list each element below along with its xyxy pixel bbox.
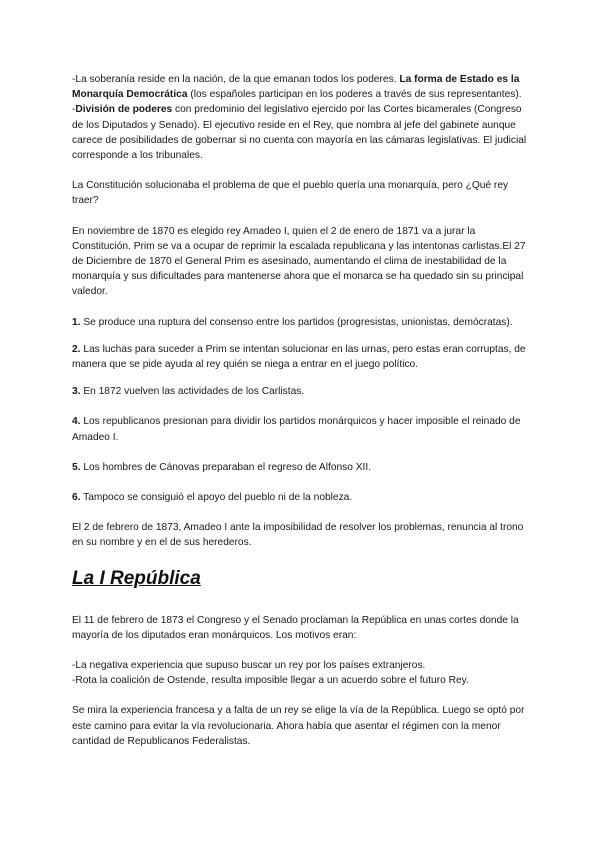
soberania-paragraph: [72, 72, 528, 102]
point-number: 6.: [72, 492, 81, 504]
renuncia-paragraph: El 2 de febrero de 1873, Amadeo I ante la imposibilidad de resolver los problemas, renuncia al trono en su nombre y en el de sus herederos.: [72, 522, 524, 549]
division-poderes-paragraph: [72, 102, 528, 163]
soberania-text: -La soberanía reside en la nación, de la que emanan todos los poderes.: [72, 74, 400, 85]
amadeo-paragraph: En noviembre de 1870 es elegido rey Amadeo I, quien el 2 de enero de 1871 va a jurar la Constitución. Prim se va a ocupar de reprimir la escalada republicana y las intentonas carlistas.El 27 de Diciembre de 1870 el General Prim es asesinado, aumentando el clima de inestabilidad de la monarquía y sus dificultades para mantenerse ahora que el monarca se ha quedado sin su principal valedor.: [72, 225, 526, 298]
point-4: [72, 414, 528, 444]
division-poderes-bold: División de poderes: [75, 104, 173, 116]
point-3: [72, 384, 528, 399]
point-number: 1.: [72, 316, 81, 328]
point-number: 3.: [72, 386, 81, 398]
point-6: [72, 490, 528, 505]
dash: -: [72, 104, 76, 116]
point-number: 5.: [72, 461, 81, 473]
forma-estado-bold: La forma de Estado es la Monarquía Democrática: [72, 74, 520, 101]
point-text: Tampoco se consiguió el apoyo del pueblo ni de la nobleza.: [80, 492, 353, 504]
problem-paragraph: La Constitución solucionaba el problema de que el pueblo quería una monarquía, pero ¿Qué rey traer?: [72, 180, 509, 207]
point-number: 2.: [72, 343, 81, 355]
soberania-text-cont: (los españoles participan en los poderes a través de sus representantes).: [187, 89, 522, 101]
point-text: Los republicanos presionan para dividir los partidos monárquicos y hacer imposible el reinado de Amadeo I.: [72, 416, 521, 443]
point-text: Los hombres de Cánovas preparaban el regreso de Alfonso XII.: [80, 461, 372, 473]
motivo-1: -La negativa experiencia que supuso buscar un rey por los países extranjeros.: [72, 660, 426, 672]
francesa-paragraph: Se mira la experiencia francesa y a falta de un rey se elige la vía de la República. Luego se optó por este camino para evitar la vía revolucionaria. Ahora había que asentar el régimen con la menor cantidad de Republicanos Federalistas.: [72, 705, 525, 747]
point-number: 4.: [72, 416, 81, 428]
point-1: [72, 315, 528, 330]
point-text: Las luchas para suceder a Prim se intentan solucionar en las urnas, pero estas eran corruptas, de manera que se pide ayuda al rey quién se niega a entrar en el juego político.: [72, 343, 526, 371]
division-poderes-text: con predominio del legislativo ejercido por las Cortes bicamerales (Congreso de los Diputados y Senado). El ejecutivo reside en el Rey, que nombra al jefe del gabinete aunque carece de posibilidades de gobernar si no cuenta con mayoría en las cámaras legislativas. El judicial corresponde a los tribunales.: [72, 104, 527, 162]
document-page: [72, 72, 528, 749]
point-text: En 1872 vuelven las actividades de los Carlistas.: [80, 386, 305, 398]
motivo-2: -Rota la coalición de Ostende, resulta imposible llegar a un acuerdo sobre el futuro Rey.: [72, 675, 469, 687]
section-heading: La I República: [72, 567, 201, 589]
point-text: Se produce una ruptura del consenso entre los partidos (progresistas, unionistas, demócratas).: [80, 316, 513, 328]
point-5: [72, 460, 528, 475]
point-2: [72, 342, 528, 372]
republica-paragraph: El 11 de febrero de 1873 el Congreso y el Senado proclaman la República en unas cortes donde la mayoría de los diputados eran monárquicos. Los motivos eran:: [72, 614, 519, 641]
